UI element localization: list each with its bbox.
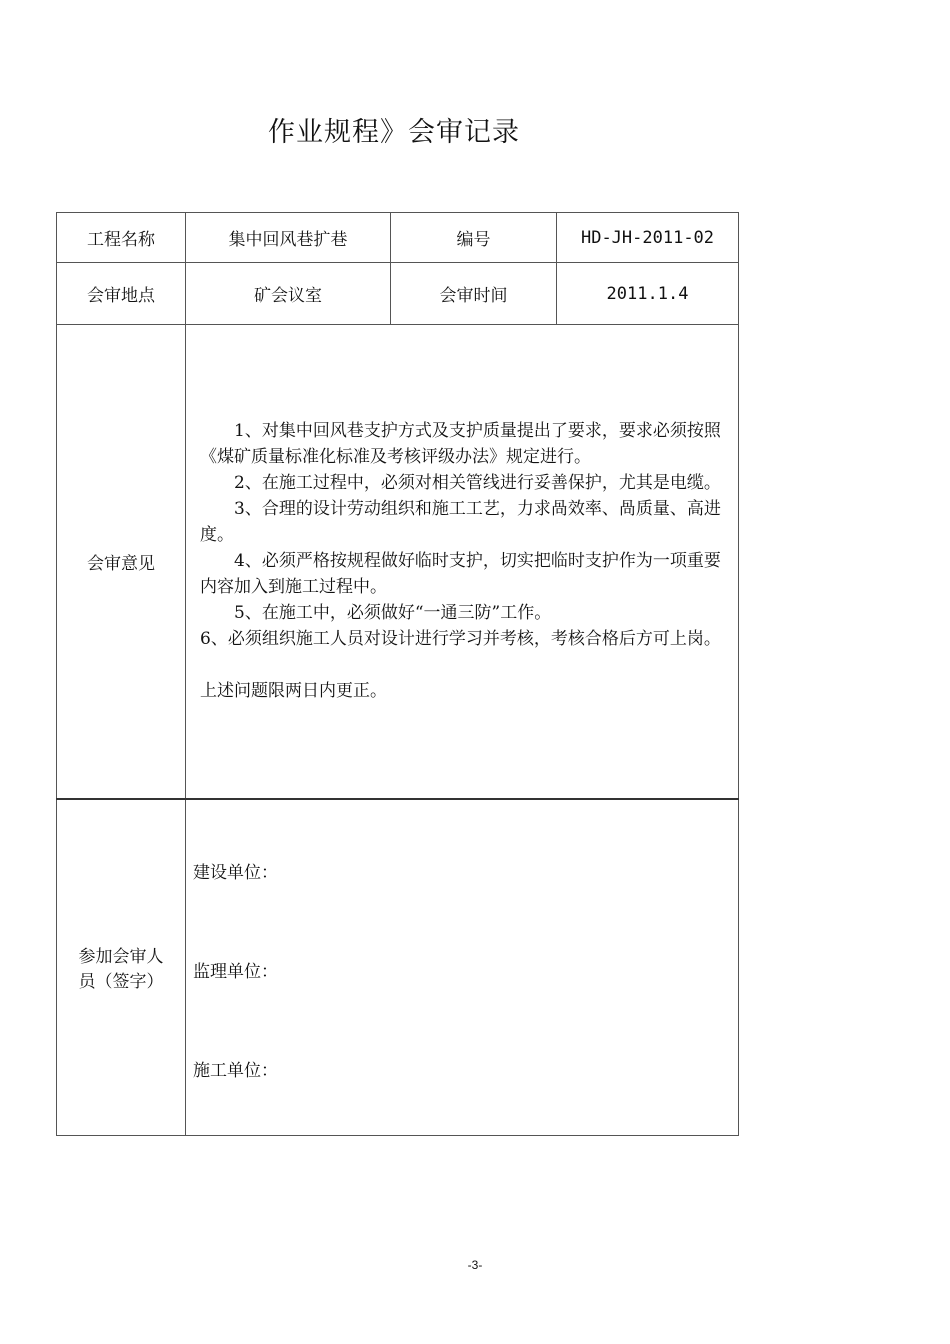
participants-label-line-1: 参加会审人 xyxy=(78,947,164,968)
opinion-item-3: 3、合理的设计劳动组织和施工工艺，力求咼效率、咼质量、高进度。 xyxy=(200,499,721,546)
review-location-label: 会审地点 xyxy=(57,263,186,325)
participants-signature-area xyxy=(186,799,739,1136)
review-record-table xyxy=(56,212,739,1136)
contractor-unit-label: 施工单位： xyxy=(193,1060,278,1081)
opinion-item-2: 2、在施工过程中，必须对相关管线进行妥善保护，尤其是电缆。 xyxy=(234,473,721,494)
opinion-item-1: 1、对集中回风巷支护方式及支护质量提出了要求，要求必须按照《煤矿质量标准化标准及考核评级办法》规定进行。 xyxy=(200,421,721,468)
supervision-unit-label: 监理单位： xyxy=(193,961,278,982)
review-location-value: 矿会议室 xyxy=(186,263,391,325)
review-time-label: 会审时间 xyxy=(391,263,557,325)
opinion-closing: 上述问题限两日内更正。 xyxy=(200,681,387,702)
opinion-item-6: 6、必须组织施工人员对设计进行学习并考核，考核合格后方可上岗。 xyxy=(200,629,721,650)
table-row-project xyxy=(57,213,739,263)
table-row-opinion xyxy=(57,325,739,799)
page-number: -3- xyxy=(467,1258,483,1272)
review-opinion-content xyxy=(186,325,739,799)
review-time-value: 2011.1.4 xyxy=(557,263,739,325)
table-row-location xyxy=(57,263,739,325)
project-name-value: 集中回风巷扩巷 xyxy=(186,213,391,263)
project-name-label: 工程名称 xyxy=(57,213,186,263)
document-title: 作业规程》会审记录 xyxy=(268,117,520,148)
participants-label-line-2: 员（签字） xyxy=(78,972,164,993)
opinion-item-4: 4、必须严格按规程做好临时支护，切实把临时支护作为一项重要内容加入到施工过程中。 xyxy=(200,551,721,598)
opinion-item-5: 5、在施工中，必须做好“一通三防”工作。 xyxy=(234,603,552,624)
participants-label xyxy=(57,799,186,1136)
number-label: 编号 xyxy=(391,213,557,263)
number-value: HD-JH-2011-02 xyxy=(557,213,739,263)
construction-unit-label: 建设单位： xyxy=(193,862,278,883)
table-row-participants xyxy=(57,799,739,1136)
review-opinion-label: 会审意见 xyxy=(57,325,186,799)
